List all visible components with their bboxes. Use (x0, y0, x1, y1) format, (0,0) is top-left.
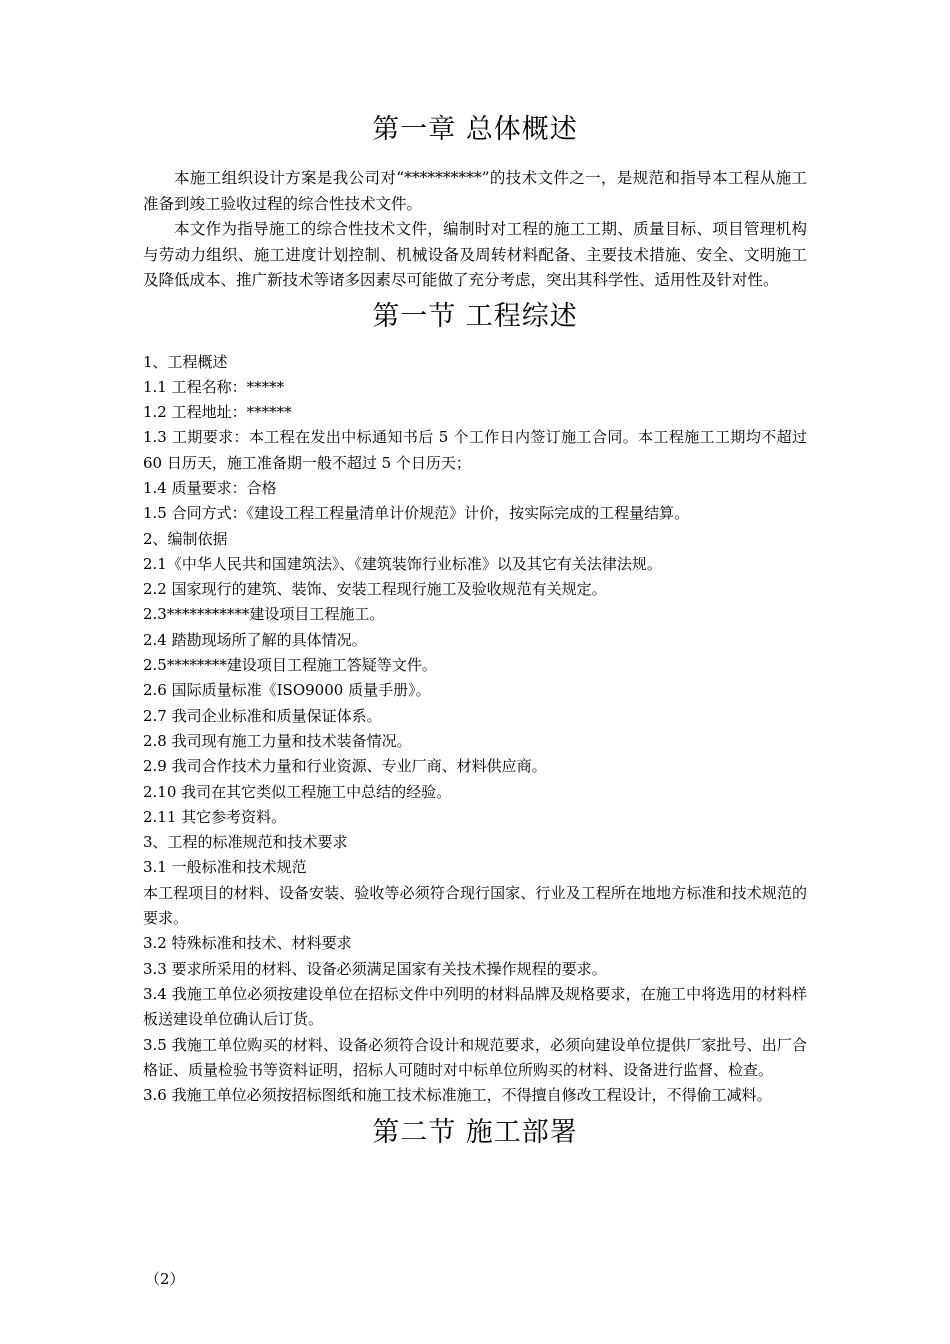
section-title: 第二节 施工部署 (372, 1117, 578, 1149)
body-line: 1.3 工期要求：本工程在发出中标通知书后 5 个工作日内签订施工合同。本工程施工工期均不超过 60 日历天，施工准备期一般不超过 5 个日历天； (143, 428, 807, 472)
body-line: 本工程项目的材料、设备安装、验收等必须符合现行国家、行业及工程所在地地方标准和技术规范的要求。 (143, 883, 807, 928)
body-line: 2.7 我司企业标准和质量保证体系。 (143, 706, 382, 725)
body-line: 2.11 其它参考资料。 (143, 807, 287, 826)
page-number: （2） (145, 1270, 185, 1288)
document-page (143, 108, 807, 1166)
section-body (143, 350, 807, 1109)
body-line: 2.9 我司合作技术力量和行业资源、专业厂商、材料供应商。 (143, 757, 547, 776)
section-title: 第一节 工程综述 (372, 300, 578, 332)
body-line: 2.1《中华人民共和国建筑法》、《建筑装饰行业标准》以及其它有关法律法规。 (143, 554, 662, 573)
body-line: 2、编制依据 (143, 529, 228, 548)
body-line: 2.10 我司在其它类似工程施工中总结的经验。 (143, 782, 452, 801)
body-line: 1.4 质量要求：合格 (143, 478, 277, 497)
body-line: 1.2 工程地址：****** (143, 403, 292, 422)
body-line: 2.8 我司现有施工力量和技术装备情况。 (143, 731, 412, 750)
body-line: 2.6 国际质量标准《ISO9000 质量手册》。 (143, 681, 431, 700)
body-line: 3.4 我施工单位必须按建设单位在招标文件中列明的材料品牌及规格要求，在施工中将选用的材料样板送建设单位确认后订货。 (143, 984, 807, 1029)
body-line: 1.1 工程名称：***** (143, 377, 285, 396)
body-line: 3.3 要求所采用的材料、设备必须满足国家有关技术操作规程的要求。 (143, 959, 607, 978)
intro-paragraph: 本文作为指导施工的综合性技术文件，编制时对工程的施工工期、质量目标、项目管理机构与劳动力组织、施工进度计划控制、机械设备及周转材料配备、主要技术措施、安全、文明施工及降低成本、推广新技术等诸多因素尽可能做了充分考虑，突出其科学性、适用性及针对性。 (143, 220, 807, 289)
intro-paragraph: 本施工组织设计方案是我公司对“**********”的技术文件之一，是规范和指导本工程从施工准备到竣工验收过程的综合性技术文件。 (143, 169, 807, 213)
body-line: 2.2 国家现行的建筑、装饰、安装工程现行施工及验收规范有关规定。 (143, 580, 607, 599)
body-line: 3.2 特殊标准和技术、材料要求 (143, 934, 352, 953)
body-line: 3.6 我施工单位必须按招标图纸和施工技术标准施工，不得擅自修改工程设计，不得偷工减料。 (143, 1086, 772, 1105)
body-line: 1.5 合同方式：《建设工程工程量清单计价规范》计价，按实际完成的工程量结算。 (143, 504, 690, 523)
body-line: 2.3***********建设项目工程施工。 (143, 605, 385, 624)
body-line: 2.4 踏勘现场所了解的具体情况。 (143, 630, 367, 649)
body-line: 2.5********建设项目工程施工答疑等文件。 (143, 656, 437, 675)
body-line: 1、工程概述 (143, 352, 228, 371)
body-line: 3.1 一般标准和技术规范 (143, 858, 307, 877)
chapter-title: 第一章 总体概述 (372, 114, 578, 145)
body-line: 3、工程的标准规范和技术要求 (143, 833, 348, 852)
body-line: 3.5 我施工单位购买的材料、设备必须符合设计和规范要求，必须向建设单位提供厂家批号、出厂合格证、质量检验书等资料证明，招标人可随时对中标单位所购买的材料、设备进行监督、检查。 (143, 1035, 807, 1079)
